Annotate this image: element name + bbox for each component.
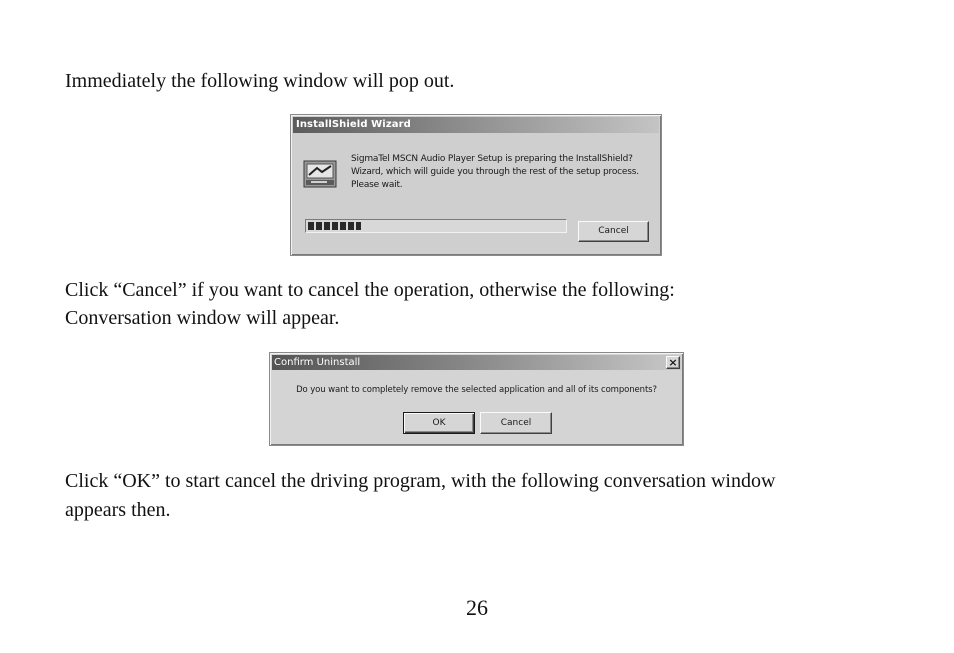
- installshield-progress-fill: [308, 222, 361, 230]
- installshield-message: SigmaTel MSCN Audio Player Setup is preparing the InstallShield? Wizard, which will guide you through the rest of the setup process. Please wait.: [351, 154, 639, 190]
- ok-instruction-line-2: appears then.: [65, 499, 171, 521]
- installshield-progress-bar: [305, 219, 567, 233]
- close-icon[interactable]: ×: [666, 356, 680, 369]
- cancel-instruction-line-1: Click “Cancel” if you want to cancel the operation, otherwise the following:: [65, 279, 675, 301]
- installshield-cancel-button[interactable]: Cancel: [578, 221, 649, 242]
- installer-icon: [303, 157, 339, 191]
- installshield-wizard-dialog: [290, 114, 662, 256]
- confirm-uninstall-dialog: [269, 352, 684, 446]
- page-number: 26: [466, 595, 488, 620]
- confirm-uninstall-title-bar: Confirm Uninstall: [272, 355, 681, 370]
- confirm-uninstall-message: Do you want to completely remove the selected application and all of its components?: [296, 385, 657, 395]
- intro-text: Immediately the following window will pop out.: [65, 70, 455, 92]
- installshield-title-bar: InstallShield Wizard: [293, 117, 659, 133]
- confirm-cancel-button[interactable]: Cancel: [480, 412, 552, 434]
- ok-button[interactable]: OK: [403, 412, 475, 434]
- cancel-instruction-line-2: Conversation window will appear.: [65, 307, 340, 329]
- ok-instruction-line-1: Click “OK” to start cancel the driving program, with the following conversation window: [65, 470, 776, 492]
